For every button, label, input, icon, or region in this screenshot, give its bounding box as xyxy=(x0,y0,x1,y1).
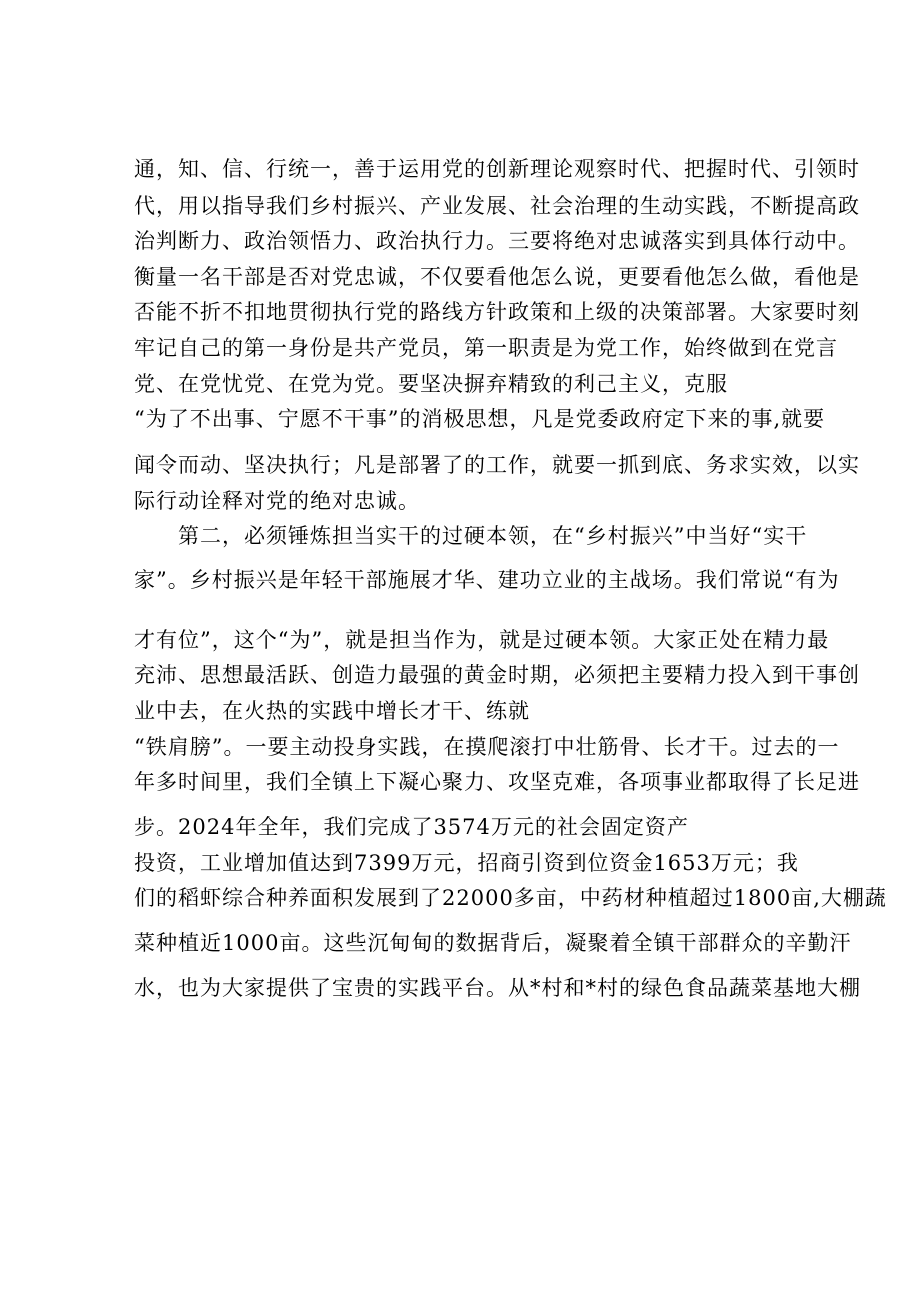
body-line: 菜种植近1000亩。这些沉甸甸的数据背后，凝聚着全镇干部群众的辛勤汗 xyxy=(134,931,852,955)
body-line: 水，也为大家提供了宝贵的实践平台。从*村和*村的绿色食品蔬菜基地大棚 xyxy=(134,976,861,1000)
body-line: 衡量一名干部是否对党忠诚，不仅要看他怎么说，更要看他怎么做，看他是 xyxy=(134,265,860,289)
body-line: 牢记自己的第一身份是共产党员，第一职责是为党工作，始终做到在党言 xyxy=(134,336,838,360)
body-line: 否能不折不扣地贯彻执行党的路线方针政策和上级的决策部署。大家要时刻 xyxy=(134,300,860,324)
body-line: 代，用以指导我们乡村振兴、产业发展、社会治理的生动实践，不断提高政 xyxy=(134,194,860,218)
body-line: “为了不出事、宁愿不干事”的消极思想，凡是党委政府定下来的事,就要 xyxy=(134,407,826,431)
body-line: 治判断力、政治领悟力、政治执行力。三要将绝对忠诚落实到具体行动中。 xyxy=(134,229,860,253)
body-line: 闻令而动、坚决执行；凡是部署了的工作，就要一抓到底、务求实效，以实 xyxy=(134,453,860,477)
body-line: 充沛、思想最活跃、创造力最强的黄金时期，必须把主要精力投入到干事创 xyxy=(134,663,860,687)
body-line: 通，知、信、行统一，善于运用党的创新理论观察时代、把握时代、引领时 xyxy=(134,157,860,181)
body-line: “铁肩膀”。一要主动投身实践，在摸爬滚打中壮筋骨、长才干。过去的一 xyxy=(134,735,840,759)
body-line: 们的稻虾综合种养面积发展到了22000多亩，中药材种植超过1800亩,大棚蔬 xyxy=(134,886,887,910)
body-line: 家”。乡村振兴是年轻干部施展才华、建功立业的主战场。我们常说“有为 xyxy=(134,568,840,592)
body-line: 业中去，在火热的实践中增长才干、练就 xyxy=(134,699,530,723)
body-line: 党、在党忧党、在党为党。要坚决摒弃精致的利己主义，克服 xyxy=(134,372,728,396)
body-line: 第二，必须锤炼担当实干的过硬本领，在“乡村振兴”中当好“实干 xyxy=(134,524,808,548)
body-line: 步。2024年全年，我们完成了3574万元的社会固定资产 xyxy=(134,815,689,839)
body-line: 才有位”，这个“为”，就是担当作为，就是过硬本领。大家正处在精力最 xyxy=(134,628,830,652)
body-line: 投资，工业增加值达到7399万元，招商引资到位资金1653万元；我 xyxy=(134,851,799,875)
body-line: 年多时间里，我们全镇上下凝心聚力、攻坚克难，各项事业都取得了长足进 xyxy=(134,770,860,794)
body-line: 际行动诠释对党的绝对忠诚。 xyxy=(134,489,420,513)
